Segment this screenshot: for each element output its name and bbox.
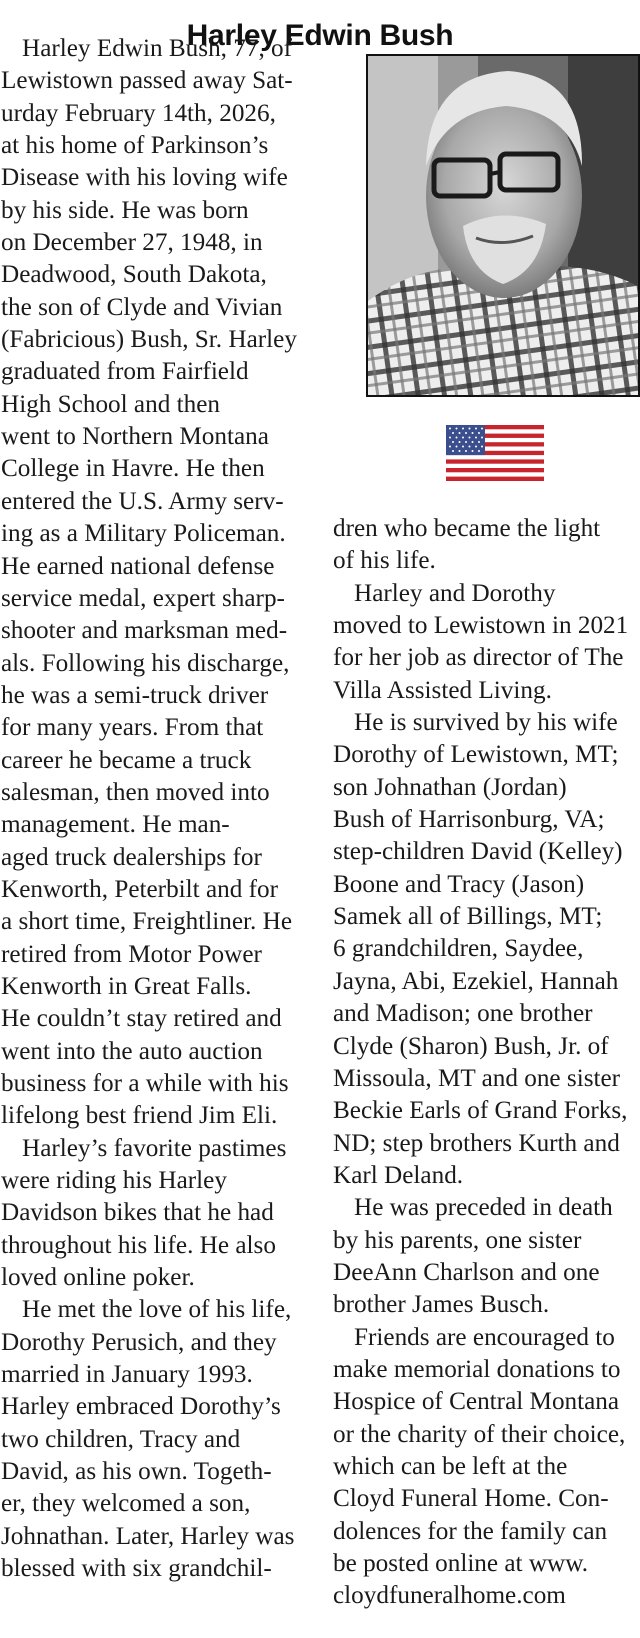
obituary-text-line: Dorothy of Lewistown, MT; [333,741,619,769]
obituary-text-line: throughout his life. He also [1,1231,276,1259]
obituary-text-line: He met the love of his life, [22,1296,292,1324]
obituary-text-line: went into the auto auction [1,1037,263,1065]
obituary-text-line: Harley and Dorothy [354,579,556,607]
obituary-text-line: of his life. [333,547,436,575]
obituary-text-line: cloydfuneralhome.com [333,1582,566,1610]
obituary-text-line: (Fabricious) Bush, Sr. Harley [1,326,297,354]
american-flag-icon [446,425,544,481]
obituary-text-line: er, they welcomed a son, [1,1490,251,1518]
obituary-text-line: and Madison; one brother [333,1000,593,1028]
obituary-text-line: two children, Tracy and [1,1425,241,1453]
obituary-text-line: career he became a truck [1,746,252,774]
obituary-text-line: Harley Edwin Bush, 77, of [22,35,293,62]
obituary-text-line: Disease with his loving wife [1,164,288,192]
obituary-title: Harley Edwin Bush [186,19,454,53]
obituary-text-line: Cloyd Funeral Home. Con- [333,1485,609,1513]
obituary-text-line: dolences for the family can [333,1517,608,1545]
obituary-text-line: at his home of Parkinson’s [1,132,269,160]
obituary-text-line: lifelong best friend Jim Eli. [1,1102,278,1130]
portrait-image-icon [368,56,638,395]
obituary-text-line: were riding his Harley [1,1167,227,1195]
obituary-text-line: Kenworth, Peterbilt and for [1,875,278,903]
obituary-text-line: Harley embraced Dorothy’s [1,1393,281,1421]
obituary-text-line: Kenworth in Great Falls. [1,972,252,1000]
obituary-text-line: ing as a Military Policeman. [1,520,286,548]
obituary-text-line: Samek all of Billings, MT; [333,903,603,931]
obituary-text-line: Missoula, MT and one sister [333,1064,621,1092]
obituary-text-line: High School and then [1,390,220,418]
obituary-text-line: Johnathan. Later, Harley was [1,1522,295,1550]
obituary-text-line: which can be left at the [333,1452,568,1480]
obituary-text-line: a short time, Freightliner. He [1,908,292,936]
obituary-text-line: aged truck dealerships for [1,843,262,871]
obituary-text-line: Dorothy Perusich, and they [1,1328,277,1356]
obituary-text-line: He was preceded in death [354,1194,613,1222]
obituary-text-line: the son of Clyde and Vivian [1,293,283,321]
obituary-text-line: graduated from Fairfield [1,358,249,386]
portrait-photo [366,54,640,397]
obituary-text-line: he was a semi-truck driver [1,681,269,709]
obituary-text-line: Harley’s favorite pastimes [22,1134,287,1162]
obituary-text-line: for many years. From that [1,714,264,742]
obituary-text-line: DeeAnn Charlson and one [333,1258,600,1286]
obituary-text-line: Jayna, Abi, Ezekiel, Hannah [333,967,619,995]
obituary-text-line: by his parents, one sister [333,1226,582,1254]
obituary-text-line: or the charity of their choice, [333,1420,626,1448]
obituary-text-line: blessed with six grandchil- [1,1555,272,1583]
obituary-text-line: salesman, then moved into [1,778,270,806]
obituary-text-line: Hospice of Central Montana [333,1388,620,1416]
obituary-text-line: Friends are encouraged to [354,1323,615,1351]
obituary-text-line: Davidson bikes that he had [1,1199,274,1227]
obituary-text-line: for her job as director of The [333,644,624,672]
obituary-text-line: Karl Deland. [333,1161,464,1189]
obituary-text-line: make memorial donations to [333,1355,621,1383]
obituary-text-line: married in January 1993. [1,1361,253,1389]
obituary-text-line: urday February 14th, 2026, [1,99,276,127]
obituary-text-line: son Johnathan (Jordan) [333,773,567,801]
obituary-text-line: Villa Assisted Living. [333,676,552,704]
obituary-text-line: Deadwood, South Dakota, [1,261,267,289]
obituary-text-line: by his side. He was born [1,196,249,224]
obituary-text-line: He earned national defense [1,552,275,580]
obituary-text-line: als. Following his discharge, [1,649,290,677]
obituary-text-line: dren who became the light [333,515,601,542]
obituary-text-line: He couldn’t stay retired and [1,1005,282,1033]
obituary-text-line: entered the U.S. Army serv- [1,487,284,515]
obituary-text-line: Boone and Tracy (Jason) [333,870,585,898]
obituary-text-line: He is survived by his wife [354,709,618,737]
obituary-text-line: step-children David (Kelley) [333,838,623,866]
obituary-text-line: on December 27, 1948, in [1,229,263,257]
obituary-text-right-column [333,513,639,1613]
obituary-text-line: College in Havre. He then [1,455,265,483]
obituary-text-line: Beckie Earls of Grand Forks, [333,1097,628,1125]
obituary-text-line: 6 grandchildren, Saydee, [333,935,584,963]
obituary-text-line: service medal, expert sharp- [1,584,285,612]
obituary-text-left-column [1,33,326,1586]
obituary-text-line: management. He man- [1,811,230,839]
obituary-text-line: moved to Lewistown in 2021 [333,612,629,640]
obituary-text-line: David, as his own. Togeth- [1,1458,272,1486]
obituary-text-line: be posted online at www. [333,1550,589,1577]
obituary-text-line: Lewistown passed away Sat- [1,67,293,95]
obituary-text-line: ND; step brothers Kurth and [333,1129,620,1157]
obituary-text-line: Clyde (Sharon) Bush, Jr. of [333,1032,609,1060]
obituary-text-line: brother James Busch. [333,1291,550,1319]
obituary-text-line: loved online poker. [1,1264,195,1292]
obituary-text-line: shooter and marksman med- [1,617,288,645]
obituary-text-line: Bush of Harrisonburg, VA; [333,806,605,834]
obituary-text-line: retired from Motor Power [1,940,262,968]
obituary-text-line: went to Northern Montana [1,423,269,451]
obituary-text-line: business for a while with his [1,1070,289,1097]
